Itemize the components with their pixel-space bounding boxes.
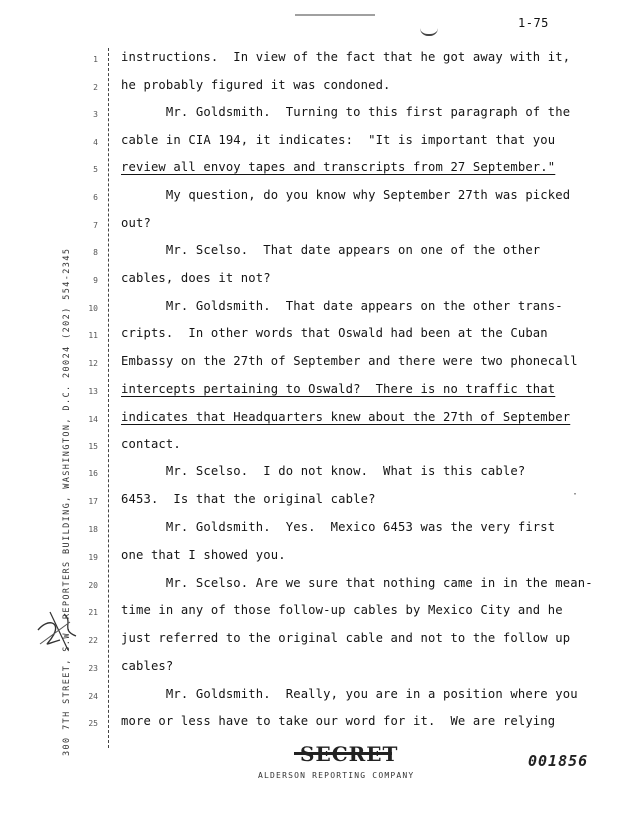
document-number: 001856	[528, 752, 589, 770]
line-text: cables, does it not?	[121, 271, 271, 285]
transcript-line	[0, 326, 638, 346]
line-text: Mr. Scelso. I do not know. What is this cable?	[121, 464, 526, 478]
reporting-company: ALDERSON REPORTING COMPANY	[258, 771, 415, 780]
transcript-line	[0, 520, 638, 540]
line-text: Mr. Scelso. Are we sure that nothing came in in the mean-	[121, 576, 593, 590]
line-number: 24	[88, 692, 98, 701]
line-number: 3	[93, 110, 98, 119]
transcript-line	[0, 105, 638, 125]
transcript-line	[0, 548, 638, 568]
transcript-line	[0, 631, 638, 651]
line-number: 17	[88, 497, 98, 506]
line-number: 13	[88, 387, 98, 396]
line-number: 9	[93, 276, 98, 285]
line-number: 1	[93, 55, 98, 64]
transcript-line	[0, 271, 638, 291]
classification-stamp: SECRET	[300, 742, 399, 766]
transcript-line	[0, 78, 638, 98]
transcript-line	[0, 354, 638, 374]
line-number: 6	[93, 193, 98, 202]
line-number: 18	[88, 525, 98, 534]
handwritten-initials-stamp	[30, 600, 90, 660]
transcript-line	[0, 50, 638, 70]
line-text: contact.	[121, 437, 181, 451]
transcript-line	[0, 659, 638, 679]
reporter-address-sidebar: 300 7TH STREET, S.W. REPORTERS BUILDING, WASHINGTON, D.C. 20024 (202) 554-2345	[62, 247, 72, 756]
transcript-line	[0, 714, 638, 734]
line-number: 25	[88, 719, 98, 728]
transcript-line	[0, 464, 638, 484]
line-number: 19	[88, 553, 98, 562]
transcript-line	[0, 160, 638, 180]
line-number: 21	[88, 608, 98, 617]
line-text: out?	[121, 216, 151, 230]
line-text: one that I showed you.	[121, 548, 286, 562]
line-number: 10	[88, 304, 98, 313]
line-text: 6453. Is that the original cable?	[121, 492, 376, 506]
line-text: cables?	[121, 659, 174, 673]
line-text: review all envoy tapes and transcripts from 27 September."	[121, 160, 556, 174]
line-text: Embassy on the 27th of September and there were two phonecall	[121, 354, 578, 368]
line-number: 23	[88, 664, 98, 673]
line-number: 5	[93, 165, 98, 174]
line-text: instructions. In view of the fact that he got away with it,	[121, 50, 571, 64]
transcript-line	[0, 216, 638, 236]
transcript-line	[0, 492, 638, 512]
line-text: Mr. Goldsmith. Yes. Mexico 6453 was the very first	[121, 520, 556, 534]
line-text: just referred to the original cable and not to the follow up	[121, 631, 571, 645]
transcript-line	[0, 410, 638, 430]
line-text: more or less have to take our word for it. We are relying	[121, 714, 556, 728]
page-number: 1-75	[518, 16, 549, 30]
header-scribble	[295, 14, 375, 24]
line-text: intercepts pertaining to Oswald? There is no traffic that	[121, 382, 556, 396]
line-number: 7	[93, 221, 98, 230]
transcript-line	[0, 243, 638, 263]
header-mark	[420, 28, 438, 36]
line-number: 4	[93, 138, 98, 147]
transcript-line	[0, 603, 638, 623]
line-number: 22	[88, 636, 98, 645]
line-text: cripts. In other words that Oswald had been at the Cuban	[121, 326, 548, 340]
transcript-line	[0, 382, 638, 402]
line-text: Mr. Scelso. That date appears on one of the other	[121, 243, 541, 257]
line-text: Mr. Goldsmith. Really, you are in a position where you	[121, 687, 578, 701]
line-text: cable in CIA 194, it indicates: "It is important that you	[121, 133, 556, 147]
line-number: 12	[88, 359, 98, 368]
line-number: 8	[93, 248, 98, 257]
line-text: Mr. Goldsmith. That date appears on the other trans-	[121, 299, 563, 313]
transcript-line	[0, 437, 638, 457]
line-number: 14	[88, 415, 98, 424]
line-text: time in any of those follow-up cables by Mexico City and he	[121, 603, 563, 617]
line-text: My question, do you know why September 27th was picked	[121, 188, 571, 202]
transcript-line	[0, 576, 638, 596]
transcript-line	[0, 188, 638, 208]
transcript-line	[0, 299, 638, 319]
line-number: 16	[88, 469, 98, 478]
line-text: he probably figured it was condoned.	[121, 78, 391, 92]
line-number: 20	[88, 581, 98, 590]
line-text: Mr. Goldsmith. Turning to this first paragraph of the	[121, 105, 571, 119]
line-number: 15	[88, 442, 98, 451]
margin-tick-mark: ·	[572, 489, 579, 500]
transcript-line	[0, 687, 638, 707]
line-number: 11	[88, 331, 98, 340]
line-text: indicates that Headquarters knew about the 27th of September	[121, 410, 571, 424]
line-number: 2	[93, 83, 98, 92]
transcript-line	[0, 133, 638, 153]
